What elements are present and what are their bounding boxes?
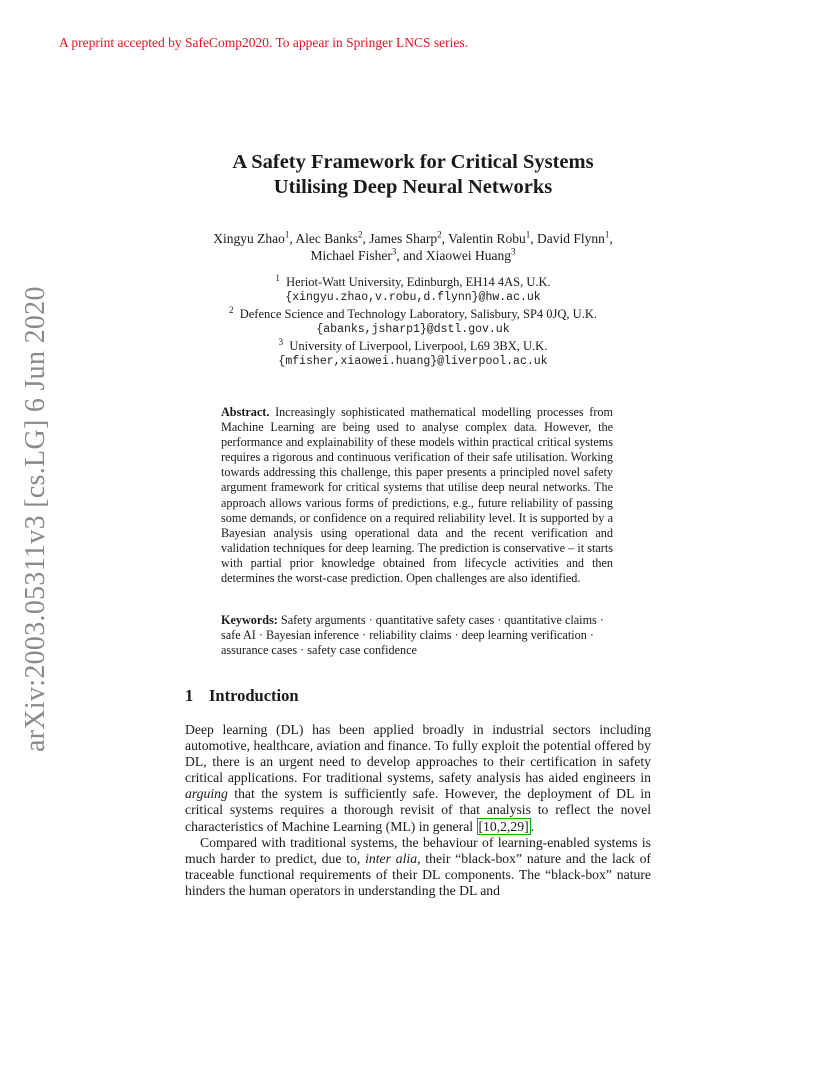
title-line-1: A Safety Framework for Critical Systems bbox=[232, 151, 594, 173]
affiliation-2: $^2$ Defence Science and Technology Laboratory, Salisbury, SP4 0JQ, U.K. bbox=[228, 304, 597, 321]
abstract bbox=[221, 405, 613, 586]
author-affil: 3 bbox=[391, 246, 397, 257]
author-name: Michael Fisher bbox=[310, 248, 392, 263]
section-title: Introduction bbox=[209, 686, 299, 705]
author-affil: 1 bbox=[604, 229, 610, 240]
citation-link[interactable]: [10,2,29] bbox=[478, 818, 529, 834]
author-affil: 1 bbox=[284, 229, 290, 240]
author-name: Alec Banks bbox=[295, 231, 358, 246]
keywords-label: Keywords: bbox=[221, 613, 278, 627]
author-name: Valentin Robu bbox=[448, 231, 526, 246]
paragraph-1: Deep learning (DL) has been applied broadly in industrial sectors including automotive, healthcare, aviation and finance. To fully exploit the potential offered by DL, there is an urgent need to develop approaches to their certification in safety critical applications. For traditional systems, safety analysis has aided engineers in arguing that the system is sufficiently safe. However, the deployment of DL in critical systems requires a thorough revisit of that analysis to reflect the novel characteristics of Machine Learning (ML) in general [10,2,29] . bbox=[185, 722, 651, 834]
author-affil: 1 bbox=[525, 229, 531, 240]
arxiv-identifier: arXiv:2003.05311v3 [cs.LG] 6 Jun 2020 bbox=[20, 286, 51, 752]
author-name: David Flynn bbox=[537, 231, 605, 246]
email-3: {mfisher,xiaowei.huang}@liverpool.ac.uk bbox=[278, 355, 548, 368]
abstract-text: Increasingly sophisticated mathematical modelling processes from Machine Learning are being used to analyse complex data. However, the performance and explainability of these models within practical critical systems requires a rigorous and continuous verification of their safe utilisation. Working towards addressing this challenge, this paper presents a principled novel safety argument framework for critical systems that utilise deep neural networks. The approach allows various forms of predictions, e.g., future reliability of passing some demands, or confidence on a required reliability level. It is supported by a Bayesian analysis using operational data and the recent verification and validation techniques for deep learning. The prediction is conservative – it starts with partial prior knowledge obtained from lifecycle activities and then determines the worst-case prediction. Open challenges are also identified. bbox=[221, 405, 613, 586]
author-affil: 2 bbox=[437, 229, 442, 240]
author-list: Xingyu Zhao$^1$, Alec Banks$^2$, James Sharp$^2$, Valentin Robu$^1$, David Flynn$^1$, Michael Fisher$^3$, and Xiaowei Huang$^3$ bbox=[213, 229, 613, 263]
paper-title bbox=[160, 150, 666, 200]
paragraph-2: Compared with traditional systems, the behaviour of learning-enabled systems is much harder to predict, due to, inter alia, their “black-box” nature and the lack of traceable functional requirements of their DL components. The “black-box” nature hinders the human operators in understanding the DL and bbox=[185, 834, 651, 898]
keywords bbox=[221, 613, 613, 658]
author-name: James Sharp bbox=[369, 231, 438, 246]
abstract-label: Abstract. bbox=[221, 405, 270, 419]
email-2: {abanks,jsharp1}@dstl.gov.uk bbox=[316, 323, 510, 336]
author-affil: 2 bbox=[357, 229, 363, 240]
author-affil: 3 bbox=[511, 246, 516, 257]
email-1: {xingyu.zhao,v.robu,d.flynn}@hw.ac.uk bbox=[285, 291, 541, 304]
section-heading bbox=[185, 686, 299, 706]
author-name: and Xiaowei Huang bbox=[403, 248, 512, 263]
preprint-note: A preprint accepted by SafeComp2020. To appear in Springer LNCS series. bbox=[59, 35, 468, 50]
section-number: 1 bbox=[185, 686, 194, 705]
keywords-text: Safety arguments · quantitative safety cases · quantitative claims · safe AI · Bayesian inference · reliability claims · deep learning verification · assurance cases · safety case confidence bbox=[221, 613, 604, 658]
title-line-2: Utilising Deep Neural Networks bbox=[273, 176, 553, 198]
body-text bbox=[185, 722, 651, 899]
affiliation-1: $^1$ Heriot-Watt University, Edinburgh, EH14 4AS, U.K. bbox=[275, 272, 551, 289]
affiliation-3: $^3$ University of Liverpool, Liverpool, L69 3BX, U.K. bbox=[278, 336, 548, 353]
author-name: Xingyu Zhao bbox=[213, 231, 285, 246]
affiliation-list bbox=[160, 274, 666, 370]
